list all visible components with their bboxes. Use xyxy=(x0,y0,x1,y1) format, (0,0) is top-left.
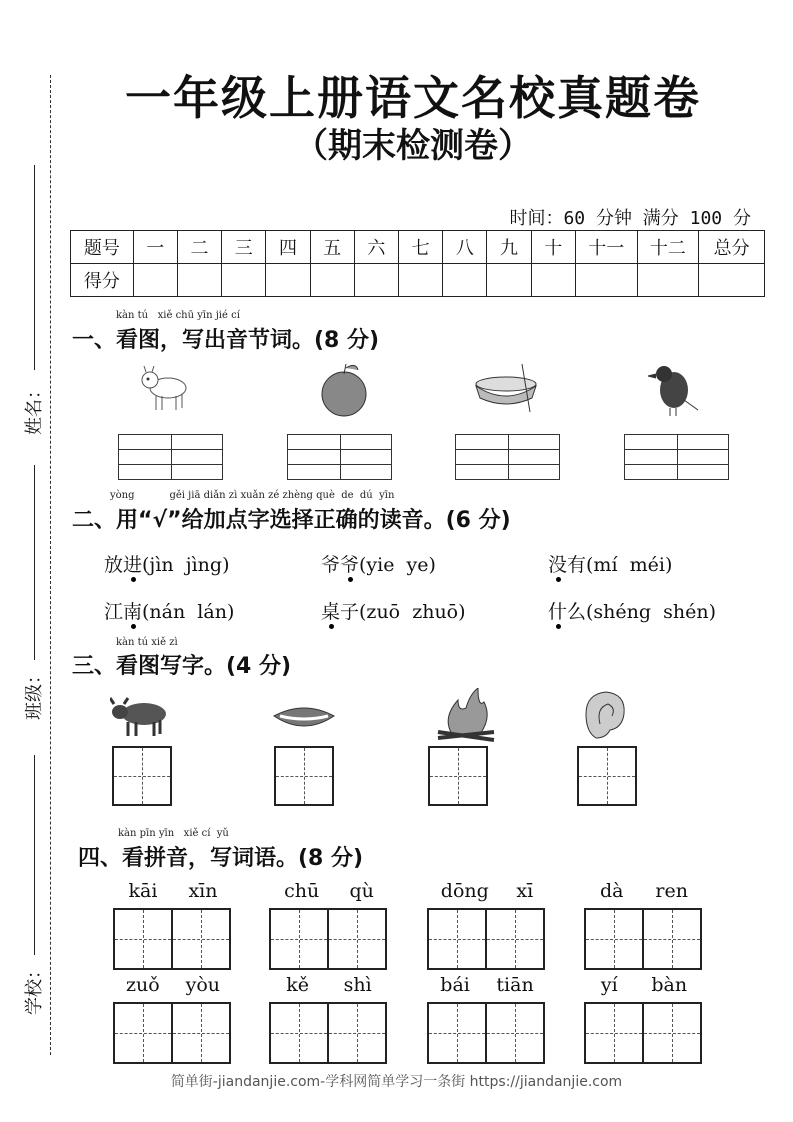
item-options[interactable]: (zuō zhuō) xyxy=(359,601,466,623)
item-word: 桌子 xyxy=(321,601,360,623)
word-writing-boxes xyxy=(584,1002,704,1064)
score-header-cell: 题号 xyxy=(71,231,134,264)
score-input-cell[interactable] xyxy=(575,264,637,297)
score-input-cell[interactable] xyxy=(443,264,487,297)
name-label: 姓名： xyxy=(24,381,45,435)
character-writing-box[interactable] xyxy=(427,1002,487,1064)
character-writing-box[interactable] xyxy=(428,746,488,806)
score-row-label: 得分 xyxy=(71,264,134,297)
sec1-pinyin: kàn tú xiě chū yīn jié cí xyxy=(116,310,240,321)
word-pinyin xyxy=(584,974,704,996)
item-word: 爷爷 xyxy=(321,554,360,576)
word-pinyin xyxy=(113,974,233,996)
score-input-cell[interactable] xyxy=(222,264,266,297)
ox-picture-icon xyxy=(110,688,178,748)
character-writing-box[interactable] xyxy=(327,1002,387,1064)
name-line[interactable] xyxy=(34,165,35,370)
pinyin-writing-grid[interactable] xyxy=(287,434,392,480)
pinyin-syllable: kě xyxy=(286,974,310,996)
character-writing-box[interactable] xyxy=(584,1002,644,1064)
item-options[interactable]: (nán lán) xyxy=(142,601,235,623)
score-header-cell: 四 xyxy=(266,231,310,264)
character-writing-box[interactable] xyxy=(113,1002,173,1064)
score-header-cell: 九 xyxy=(487,231,531,264)
score-table xyxy=(70,230,765,297)
word-writing-boxes xyxy=(269,1002,389,1064)
score-input-cell[interactable] xyxy=(637,264,699,297)
word-writing-boxes xyxy=(427,908,547,970)
score-table-score-row xyxy=(71,264,765,297)
fire-picture-icon xyxy=(432,688,500,748)
score-input-cell[interactable] xyxy=(354,264,398,297)
character-writing-box[interactable] xyxy=(427,908,487,970)
character-writing-box[interactable] xyxy=(113,908,173,970)
ear-picture-icon xyxy=(574,688,642,748)
sec3-heading: 三、看图写字。(4 分) xyxy=(72,654,292,679)
emphasis-dot xyxy=(329,624,334,629)
score-header-cell: 总分 xyxy=(699,231,765,264)
score-header-cell: 三 xyxy=(222,231,266,264)
pinyin-syllable: yòu xyxy=(185,974,221,996)
score-input-cell[interactable] xyxy=(699,264,765,297)
reading-choice-item xyxy=(321,597,466,624)
character-writing-box[interactable] xyxy=(171,908,231,970)
word-writing-boxes xyxy=(113,908,233,970)
score-input-cell[interactable] xyxy=(266,264,310,297)
word-pinyin xyxy=(427,974,547,996)
sec4-pinyin: kàn pīn yīn xiě cí yǔ xyxy=(118,828,229,839)
character-writing-box[interactable] xyxy=(274,746,334,806)
pinyin-writing-grid[interactable] xyxy=(624,434,729,480)
school-line[interactable] xyxy=(34,755,35,955)
character-writing-box[interactable] xyxy=(584,908,644,970)
score-input-cell[interactable] xyxy=(310,264,354,297)
page-subtitle: （期末检测卷） xyxy=(294,126,532,166)
score-header-cell: 八 xyxy=(443,231,487,264)
item-options[interactable]: (shéng shén) xyxy=(586,601,717,623)
pinyin-writing-grid[interactable] xyxy=(455,434,560,480)
pinyin-syllable: dōng xyxy=(440,880,489,902)
emphasis-dot xyxy=(131,624,136,629)
score-header-cell: 六 xyxy=(354,231,398,264)
emphasis-dot xyxy=(348,577,353,582)
score-header-cell: 十一 xyxy=(575,231,637,264)
sec1-heading: 一、看图，写出音节词。(8 分) xyxy=(72,328,380,353)
word-writing-boxes xyxy=(427,1002,547,1064)
score-header-cell: 七 xyxy=(398,231,442,264)
character-writing-box[interactable] xyxy=(269,1002,329,1064)
score-header-cell: 二 xyxy=(177,231,221,264)
pinyin-syllable: dà xyxy=(599,880,624,902)
character-writing-box[interactable] xyxy=(327,908,387,970)
reading-choice-item xyxy=(321,550,436,577)
word-pinyin xyxy=(113,880,233,902)
emphasis-dot xyxy=(131,577,136,582)
sec2-heading: 二、用“√”给加点字选择正确的读音。(6 分) xyxy=(72,508,511,533)
page-title: 一年级上册语文名校真题卷 xyxy=(125,71,701,125)
score-header-cell: 十二 xyxy=(637,231,699,264)
class-label: 班级： xyxy=(24,666,45,720)
score-input-cell[interactable] xyxy=(133,264,177,297)
word-writing-boxes xyxy=(113,1002,233,1064)
score-header-cell: 五 xyxy=(310,231,354,264)
pinyin-syllable: kāi xyxy=(128,880,158,902)
pinyin-writing-grid[interactable] xyxy=(118,434,223,480)
reading-choice-item xyxy=(104,550,230,577)
reading-choice-item xyxy=(548,550,672,577)
character-writing-box[interactable] xyxy=(577,746,637,806)
score-input-cell[interactable] xyxy=(177,264,221,297)
pinyin-syllable: chū xyxy=(284,880,320,902)
character-writing-box[interactable] xyxy=(642,1002,702,1064)
pinyin-syllable: bàn xyxy=(651,974,688,996)
item-options[interactable]: (jìn jìng) xyxy=(142,554,230,576)
pinyin-syllable: qù xyxy=(349,880,374,902)
word-pinyin xyxy=(584,880,704,902)
pinyin-syllable: tiān xyxy=(496,974,534,996)
sec3-pinyin: kàn tú xiě zì xyxy=(116,637,178,648)
score-table-header-row xyxy=(71,231,765,264)
mouth-picture-icon xyxy=(270,688,338,748)
time-info: 时间：60 分钟 满分 100 分 xyxy=(509,208,751,229)
character-writing-box[interactable] xyxy=(112,746,172,806)
character-writing-box[interactable] xyxy=(269,908,329,970)
character-writing-box[interactable] xyxy=(642,908,702,970)
word-pinyin xyxy=(269,880,389,902)
item-word: 没有 xyxy=(548,554,587,576)
sec4-heading: 四、看拼音，写词语。(8 分) xyxy=(78,846,364,871)
pinyin-syllable: ren xyxy=(655,880,688,902)
pinyin-syllable: shì xyxy=(343,974,372,996)
score-input-cell[interactable] xyxy=(398,264,442,297)
crow-picture-icon xyxy=(640,360,708,420)
item-word: 什么 xyxy=(548,601,587,623)
pinyin-syllable: yí xyxy=(600,974,618,996)
goat-picture-icon xyxy=(136,360,204,420)
sec2-pinyin: yòng gěi jiā diǎn zì xuǎn zé zhèng què de dú yīn xyxy=(110,490,395,501)
reading-choice-item xyxy=(548,597,716,624)
score-header-cell: 一 xyxy=(133,231,177,264)
apple-picture-icon xyxy=(314,360,382,420)
score-input-cell[interactable] xyxy=(487,264,531,297)
boat-picture-icon xyxy=(472,360,540,420)
word-writing-boxes xyxy=(269,908,389,970)
emphasis-dot xyxy=(556,624,561,629)
pinyin-syllable: xī xyxy=(516,880,534,902)
item-options[interactable]: (mí méi) xyxy=(586,554,673,576)
binding-dashed-line xyxy=(50,75,51,1055)
character-writing-box[interactable] xyxy=(485,908,545,970)
score-input-cell[interactable] xyxy=(531,264,575,297)
item-word: 放进 xyxy=(104,554,143,576)
character-writing-box[interactable] xyxy=(171,1002,231,1064)
school-label: 学校： xyxy=(24,961,45,1015)
item-word: 江南 xyxy=(104,601,143,623)
footer: 简单街-jiandanjie.com-学科网简单学习一条街 https://jiandanjie.com xyxy=(170,1074,623,1090)
word-pinyin xyxy=(269,974,389,996)
reading-choice-item xyxy=(104,597,234,624)
pinyin-syllable: bái xyxy=(440,974,470,996)
word-pinyin xyxy=(427,880,547,902)
character-writing-box[interactable] xyxy=(485,1002,545,1064)
emphasis-dot xyxy=(556,577,561,582)
item-options[interactable]: (yie ye) xyxy=(359,554,436,576)
word-writing-boxes xyxy=(584,908,704,970)
score-header-cell: 十 xyxy=(531,231,575,264)
class-line[interactable] xyxy=(34,465,35,660)
pinyin-syllable: xīn xyxy=(188,880,218,902)
pinyin-syllable: zuǒ xyxy=(125,974,160,996)
